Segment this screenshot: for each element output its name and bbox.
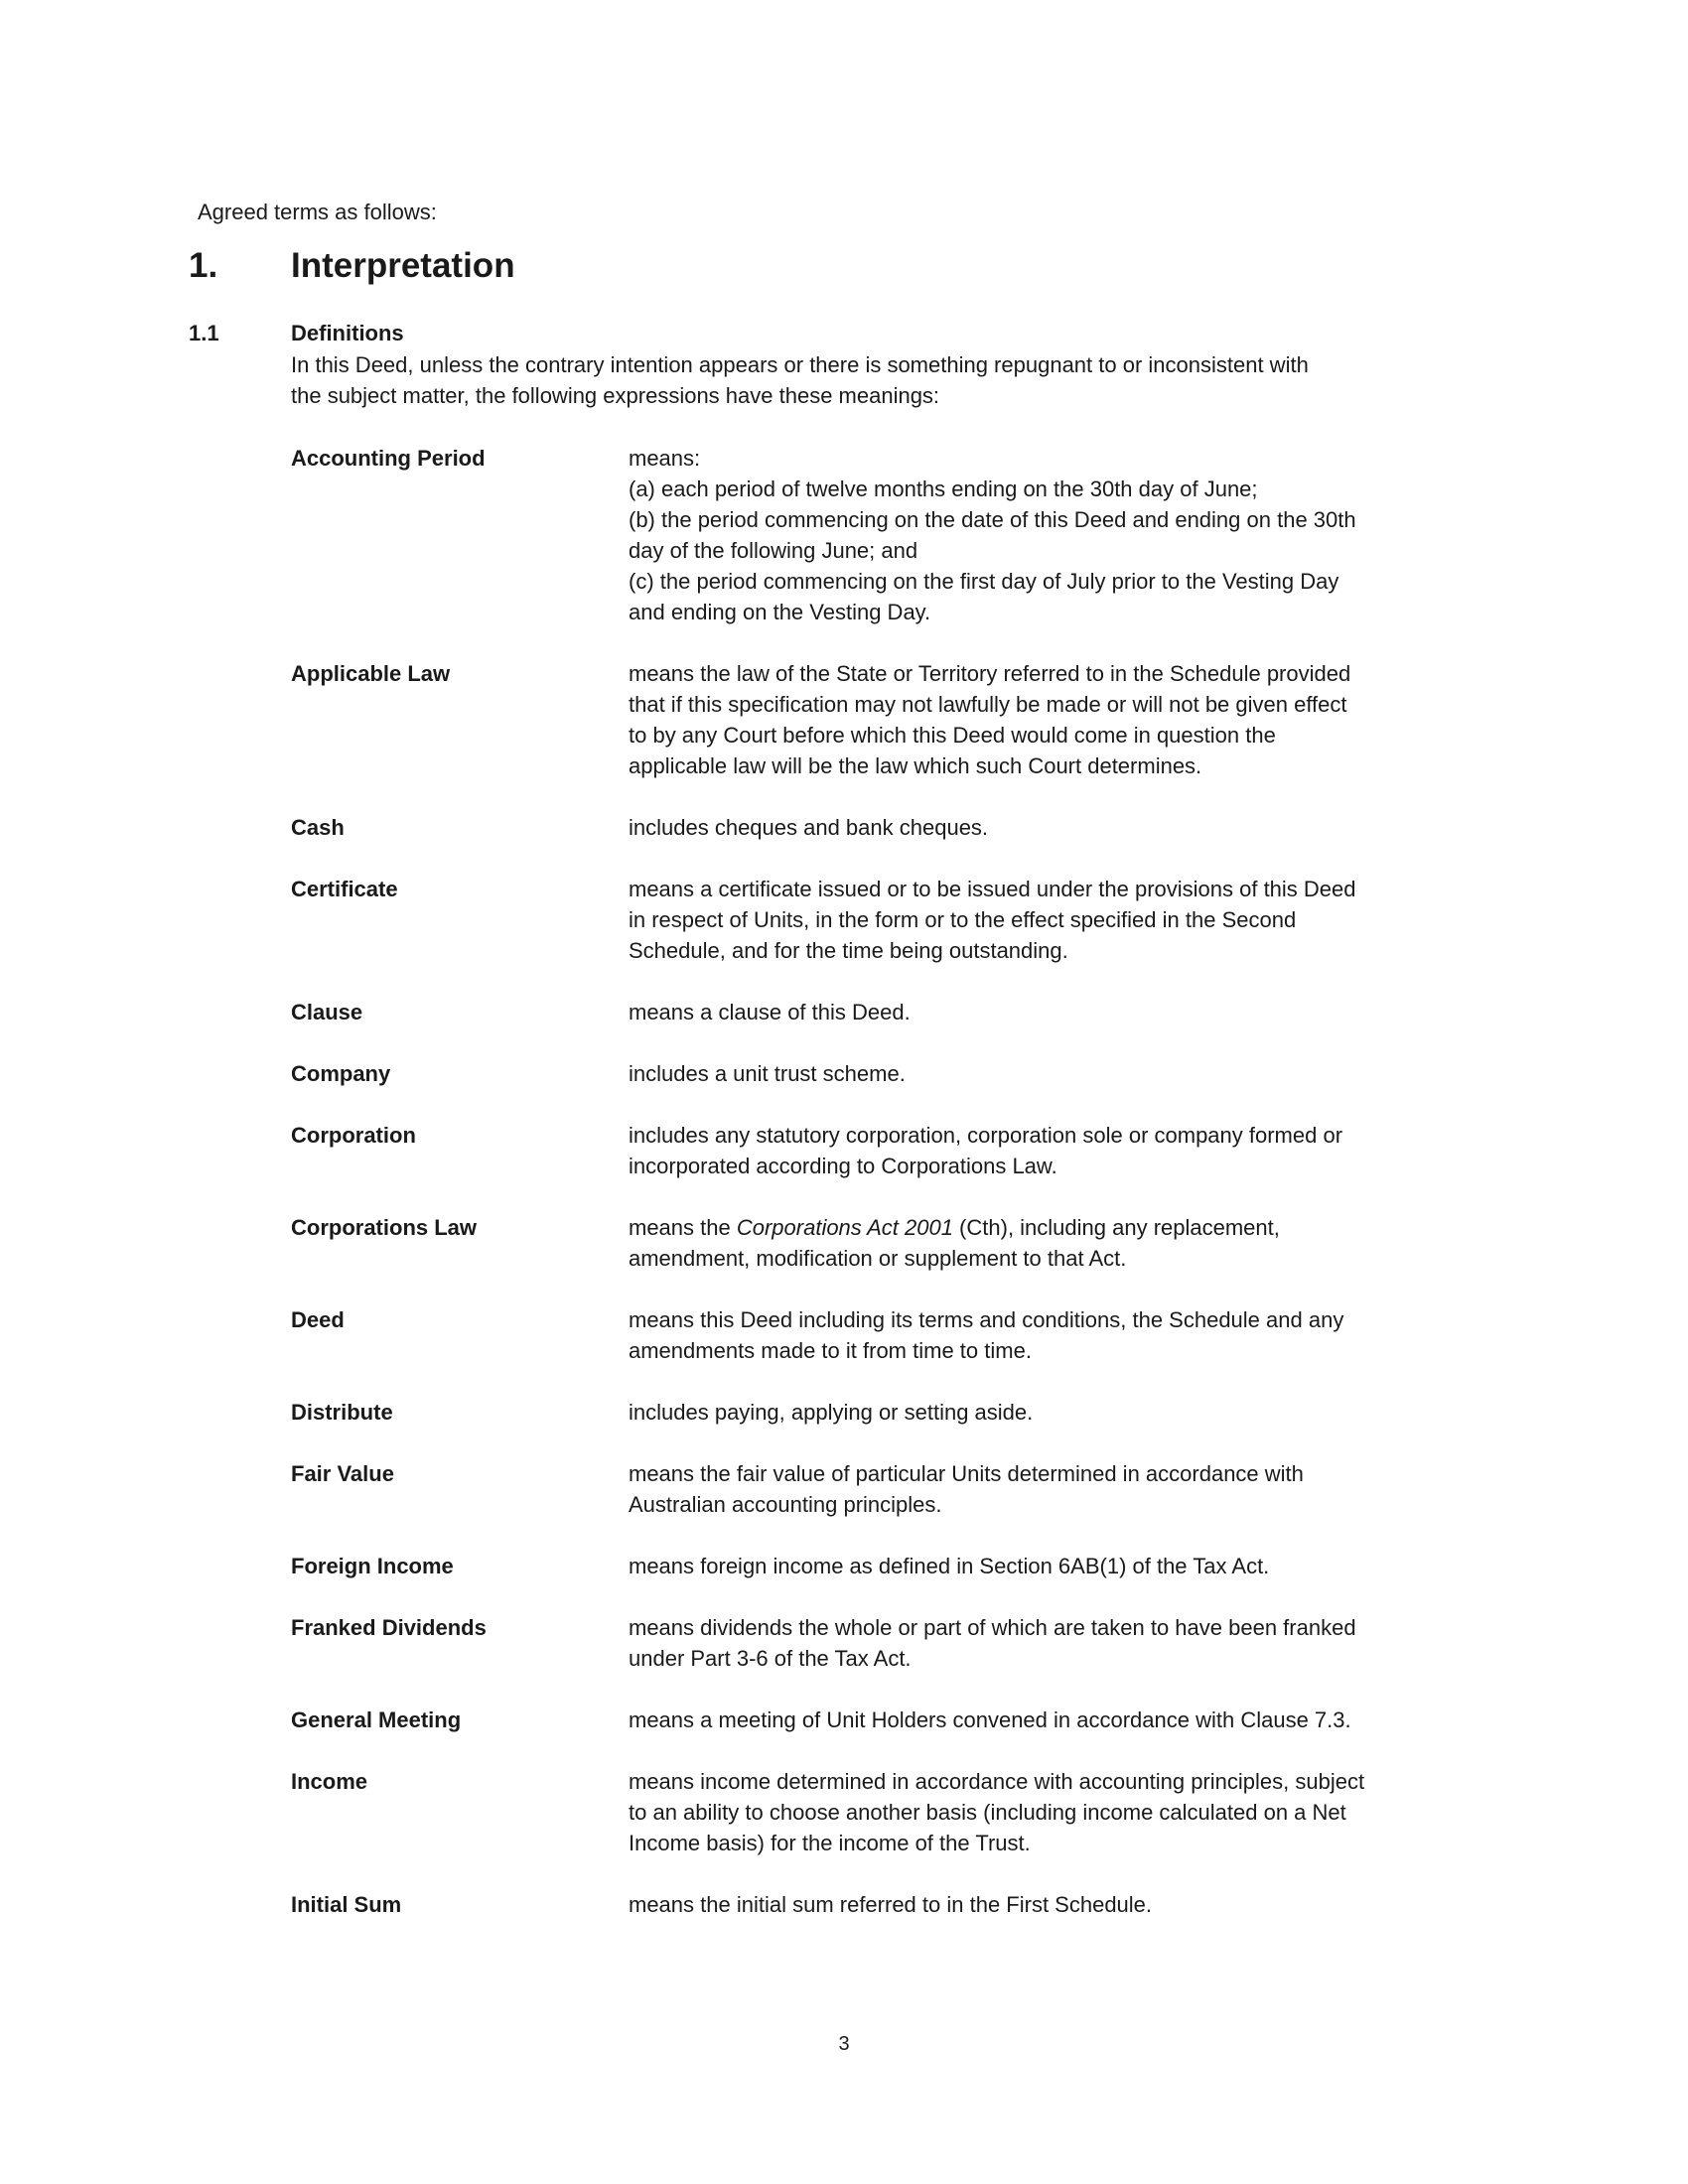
definition-meaning: means income determined in accordance with accounting principles, subject to an ability to choose another basis (including income calculated on a Net Income basis) for the income of the Trust. — [629, 1769, 1365, 1855]
definition-term: Franked Dividends — [291, 1615, 487, 1640]
definition-meaning: means the initial sum referred to in the First Schedule. — [629, 1892, 1153, 1917]
definition-meaning: means foreign income as defined in Section 6AB(1) of the Tax Act. — [629, 1554, 1270, 1578]
definition-term: Applicable Law — [291, 661, 451, 686]
definition-row — [291, 443, 1482, 627]
definition-row — [291, 812, 1482, 843]
definition-row — [291, 1120, 1482, 1181]
definition-term: Certificate — [291, 877, 398, 901]
section-title: Interpretation — [291, 246, 515, 285]
definition-meaning: means a certificate issued or to be issued under the provisions of this Deed in respect of Units, in the form or to the effect specified in the Second Schedule, and for the time being outstanding. — [629, 877, 1356, 963]
section-number: 1. — [189, 246, 218, 285]
definition-meaning: includes a unit trust scheme. — [629, 1061, 906, 1086]
intro-text: Agreed terms as follows: — [198, 200, 437, 224]
definition-term: Corporation — [291, 1123, 416, 1148]
definition-row — [291, 1889, 1482, 1920]
definition-meaning: means a clause of this Deed. — [629, 1000, 911, 1024]
definition-meaning: includes cheques and bank cheques. — [629, 815, 989, 840]
definition-row — [291, 1766, 1482, 1858]
definition-meaning: means dividends the whole or part of which are taken to have been franked under Part 3-6 of the Tax Act. — [629, 1615, 1356, 1671]
definition-term: Accounting Period — [291, 446, 486, 471]
definition-row — [291, 658, 1482, 781]
definition-row — [291, 997, 1482, 1027]
definition-term: Cash — [291, 815, 345, 840]
definition-row — [291, 1705, 1482, 1735]
definition-row — [291, 1397, 1482, 1428]
definition-meaning: includes paying, applying or setting aside. — [629, 1400, 1034, 1425]
meaning-text: means the — [629, 1215, 737, 1240]
definition-term: Company — [291, 1061, 391, 1086]
subsection-number: 1.1 — [189, 321, 219, 345]
definition-term: Corporations Law — [291, 1215, 478, 1240]
definition-term: Initial Sum — [291, 1892, 402, 1917]
definition-term: Deed — [291, 1307, 345, 1332]
definition-meaning — [629, 1212, 1482, 1274]
definition-row — [291, 1212, 1482, 1274]
definition-meaning: means the fair value of particular Units determined in accordance with Australian accounting principles. — [629, 1461, 1304, 1517]
definition-row — [291, 874, 1482, 966]
definition-term: Income — [291, 1769, 368, 1794]
definition-meaning: means: (a) each period of twelve months ending on the 30th day of June; (b) the period commencing on the date of this Deed and ending on the 30th day of the following June; and (c) the period commencing on the first day of July prior to the Vesting Day and ending on the Vesting Day. — [629, 446, 1356, 624]
subsection-title: Definitions — [291, 321, 404, 345]
definition-row — [291, 1458, 1482, 1520]
definition-meaning: means this Deed including its terms and conditions, the Schedule and any amendments made to it from time to time. — [629, 1307, 1344, 1363]
definition-meaning: means a meeting of Unit Holders convened in accordance with Clause 7.3. — [629, 1707, 1351, 1732]
definition-meaning: means the law of the State or Territory referred to in the Schedule provided that if this specification may not lawfully be made or will not be given effect to by any Court before which this Deed would come in question the applicable law will be the law which such Court determines. — [629, 661, 1351, 778]
definition-term: Clause — [291, 1000, 363, 1024]
definitions-lead: In this Deed, unless the contrary intention appears or there is something repugnant to or inconsistent with the subject matter, the following expressions have these meanings: — [291, 352, 1309, 408]
definition-row — [291, 1551, 1482, 1581]
page-number: 3 — [838, 2033, 850, 2055]
definition-term: Foreign Income — [291, 1554, 454, 1578]
definitions-list — [291, 443, 1482, 1951]
meaning-text: (Cth), including any replacement, amendment, modification or supplement to that Act. — [629, 1215, 1280, 1271]
definition-term: Distribute — [291, 1400, 393, 1425]
definition-meaning: includes any statutory corporation, corporation sole or company formed or incorporated according to Corporations Law. — [629, 1123, 1343, 1178]
definition-row — [291, 1612, 1482, 1674]
definition-term: Fair Value — [291, 1461, 394, 1486]
act-title: Corporations Act 2001 — [736, 1215, 953, 1240]
definition-row — [291, 1058, 1482, 1089]
definition-row — [291, 1304, 1482, 1366]
definition-term: General Meeting — [291, 1707, 462, 1732]
